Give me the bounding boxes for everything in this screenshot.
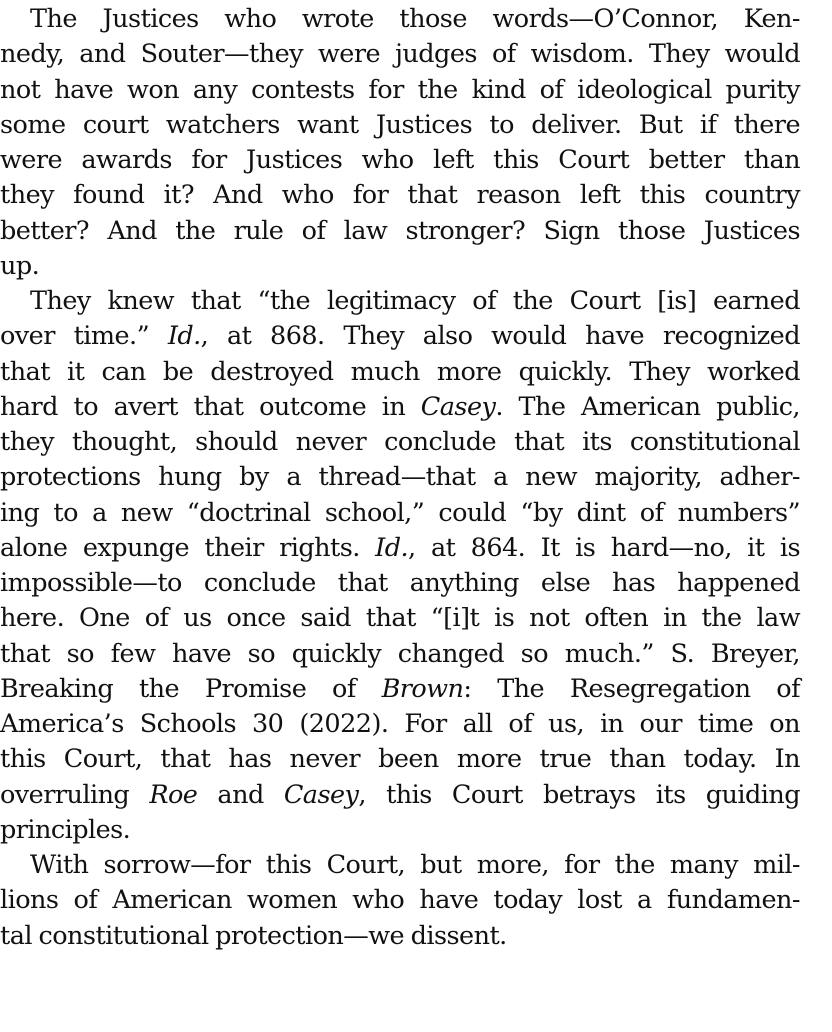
text-line <box>0 37 800 72</box>
italic-citation-text: Brown <box>381 673 464 704</box>
text-segment: . The American public, <box>495 391 800 422</box>
italic-citation-text: Casey <box>283 779 359 810</box>
text-line <box>0 249 800 284</box>
text-line <box>0 778 800 813</box>
text-line <box>0 566 800 601</box>
text-segment: overruling <box>0 779 150 810</box>
text-segment: over time.” <box>0 321 168 352</box>
text-segment: America’s Schools 30 (2022). For all of us, in our time on <box>0 709 800 739</box>
text-segment: alone expunge their rights. <box>0 532 376 563</box>
text-segment: this Court, that has never been more true than today. In <box>0 744 800 775</box>
text-segment: ing to a new “doctrinal school,” could “by dint of numbers” <box>0 497 800 528</box>
text-line <box>0 214 800 249</box>
text-line <box>0 496 800 531</box>
text-segment: lions of American women who have today lost a fundamen- <box>0 885 800 916</box>
text-line <box>0 319 800 354</box>
text-segment: some court watchers want Justices to deliver. But if there <box>0 109 800 140</box>
text-line <box>0 425 800 460</box>
text-segment: impossible—to conclude that anything else has happened <box>0 568 800 598</box>
text-segment: were awards for Justices who left this Court better than <box>0 145 800 175</box>
text-line <box>0 848 800 883</box>
text-segment: up. <box>0 250 40 281</box>
text-segment: that it can be destroyed much more quickly. They worked <box>0 356 800 387</box>
text-segment: nedy, and Souter—they were judges of wisdom. They would <box>0 39 800 70</box>
text-line <box>0 108 800 143</box>
paragraph <box>0 848 800 954</box>
italic-citation-text: Casey <box>420 391 496 422</box>
text-line <box>0 2 800 37</box>
text-line <box>0 390 800 425</box>
text-segment: With sorrow—for this Court, but more, for the many mil- <box>30 850 800 880</box>
text-segment: they thought, should never conclude that its constitutional <box>0 427 800 457</box>
text-segment: : The Resegregation of <box>463 673 800 704</box>
text-segment: They knew that “the legitimacy of the Court [is] earned <box>30 286 800 316</box>
text-segment: and <box>197 779 284 810</box>
text-line <box>0 143 800 178</box>
text-line <box>0 672 800 707</box>
text-line <box>0 919 800 954</box>
text-line <box>0 742 800 777</box>
text-segment: principles. <box>0 814 131 845</box>
italic-citation-text: Id. <box>375 532 409 563</box>
document-body <box>0 2 800 954</box>
text-line <box>0 531 800 566</box>
italic-citation-text: Id. <box>167 321 201 352</box>
text-segment: here. One of us once said that “[i]t is not often in the law <box>0 603 800 634</box>
text-segment: that so few have so quickly changed so much.” S. Breyer, <box>0 638 800 669</box>
italic-citation-text: Roe <box>149 779 198 810</box>
text-segment: , at 864. It is hard—no, it is <box>408 532 800 563</box>
dissent-text-page <box>0 2 800 954</box>
text-line <box>0 73 800 108</box>
text-line <box>0 355 800 390</box>
text-segment: better? And the rule of law stronger? Sign those Justices <box>0 215 800 246</box>
text-line <box>0 284 800 319</box>
text-segment: , at 868. They also would have recognized <box>200 321 800 352</box>
text-line <box>0 637 800 672</box>
text-segment: protections hung by a thread—that a new majority, adher- <box>0 462 800 493</box>
text-line <box>0 883 800 918</box>
text-line <box>0 178 800 213</box>
text-line <box>0 460 800 495</box>
text-segment: The Justices who wrote those words—O’Connor, Ken- <box>30 4 800 34</box>
text-line <box>0 601 800 636</box>
text-segment: Breaking the Promise of <box>0 673 382 704</box>
paragraph <box>0 284 800 848</box>
text-segment: they found it? And who for that reason left this country <box>0 180 800 211</box>
paragraph <box>0 2 800 284</box>
text-line <box>0 707 800 742</box>
text-line <box>0 813 800 848</box>
text-segment: tal constitutional protection—we dissent. <box>0 920 507 951</box>
text-segment: hard to avert that outcome in <box>0 391 421 422</box>
text-segment: not have won any contests for the kind of ideological purity <box>0 74 800 105</box>
text-segment: , this Court betrays its guiding <box>358 779 800 810</box>
